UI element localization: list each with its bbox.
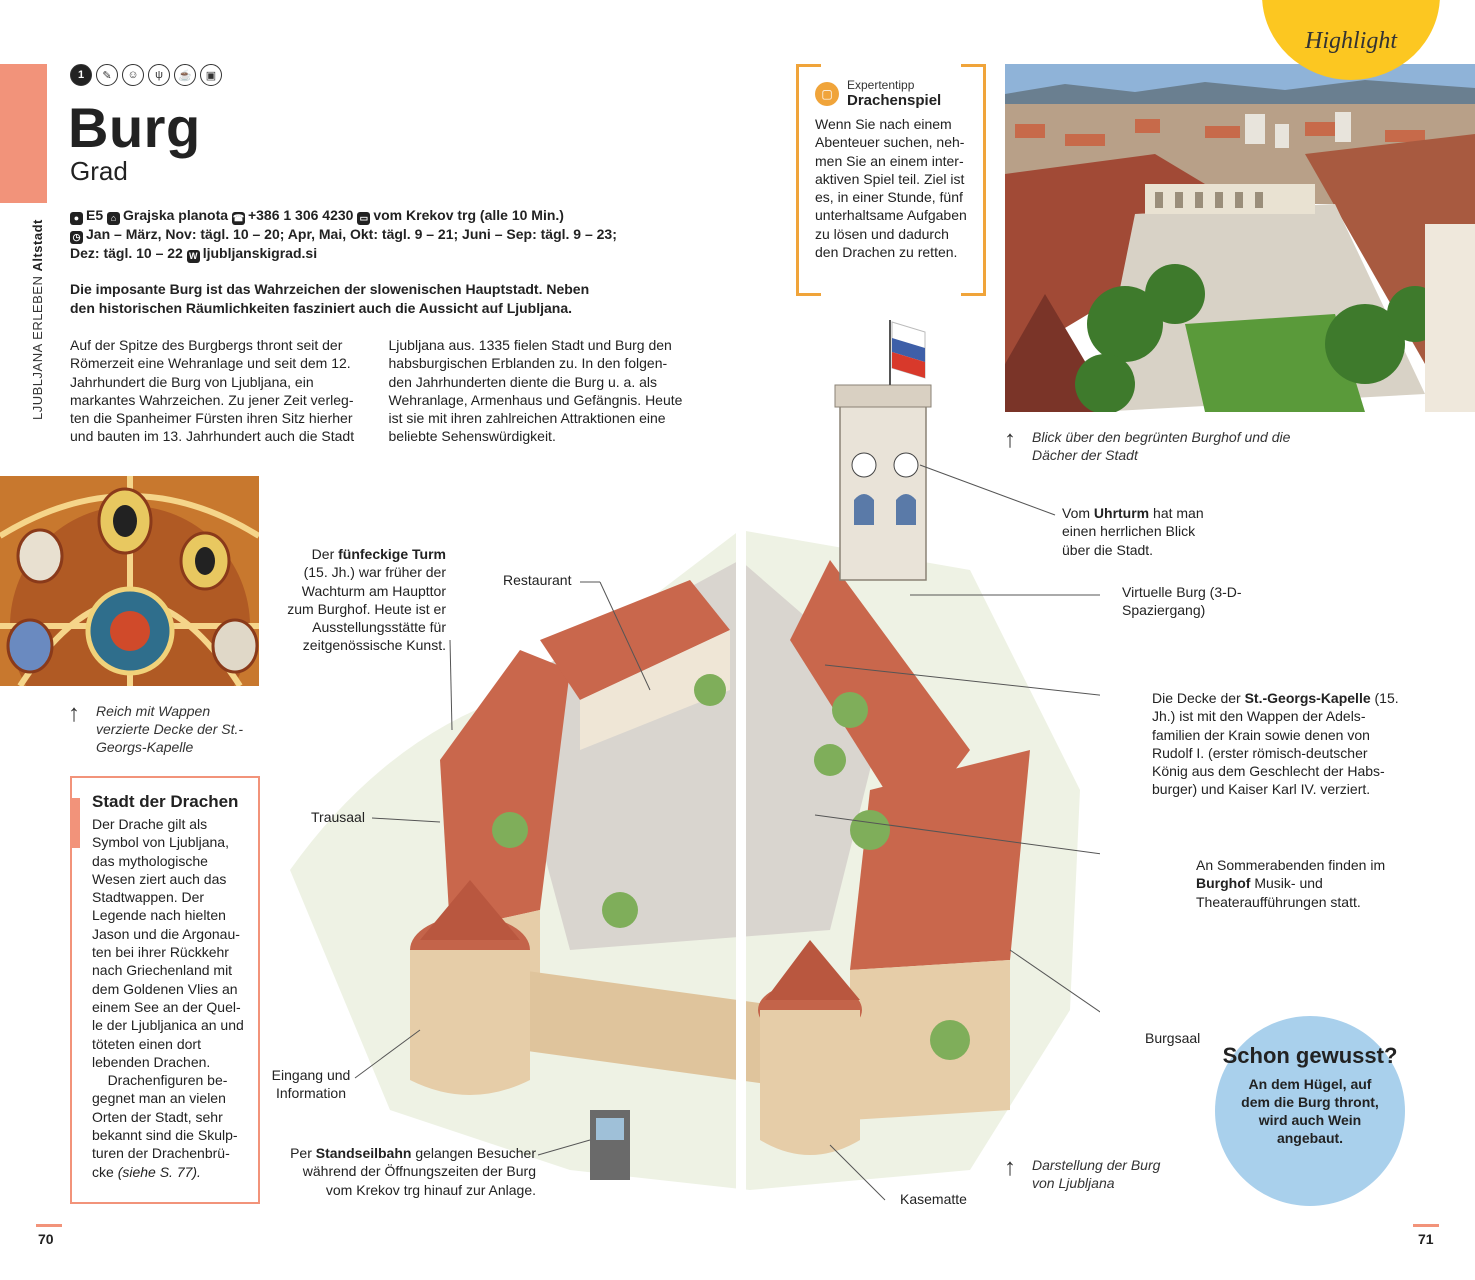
dragon-box	[70, 776, 260, 1204]
cafe-icon: ☕	[174, 64, 196, 86]
label-kasematte: Kasematte	[900, 1191, 967, 1207]
tip-title: Drachenspiel	[847, 92, 942, 109]
restaurant-icon: ψ	[148, 64, 170, 86]
shop-icon: ▣	[200, 64, 222, 86]
label-trausaal: Trausaal	[311, 809, 365, 825]
page-subtitle: Grad	[70, 156, 128, 186]
courtyard-caption: Blick über den begrünten Burghof und die Dächer der Stadt	[1032, 429, 1291, 463]
lead-paragraph: Die imposante Burg ist das Wahrzeichen der slowenischen Hauptstadt. Neben den historischen Räumlichkeiten fasziniert auch die Aussicht auf Ljubljana.	[70, 281, 590, 316]
label-tower: Der fünfeckige Turm (15. Jh.) war früher der Wachturm am Haupttor zum Burghof. Heute ist er Ausstellungsstätte für zeitgenössische Kunst.	[287, 546, 446, 654]
phone-icon: ☎	[232, 213, 245, 223]
highlight-label: Highlight	[1304, 28, 1397, 54]
section-tab	[0, 64, 47, 203]
page-number-right: 71	[1418, 1231, 1434, 1247]
illustration-caption: Darstellung der Burg von Ljubljana	[1032, 1157, 1161, 1191]
label-entrance: Eingang und Information	[271, 1067, 351, 1102]
website-link[interactable]: ljubljanskigrad.si	[202, 245, 318, 261]
label-funicular: Per Standseilbahn gelangen Besucher während der Öffnungszeiten der Burg vom Krekov trg hinauf zur Anlage.	[290, 1145, 536, 1198]
box-title: Stadt der Drachen	[92, 792, 239, 811]
label-chapel: Die Decke der St.-Georgs-Kapelle (15. Jh.) ist mit den Wappen der Adelsfamilien der Krain sowie denen von Rudolf I. (erster römisch-deutscher König aus dem Geschlecht der Habsburger) und Kaiser Karl IV. verziert.	[1152, 690, 1399, 798]
expert-tip-box	[796, 64, 986, 296]
label-virtual: Virtuelle Burg (3-D-Spaziergang)	[1122, 584, 1242, 619]
info-block: ● E5 ⌂ Grajska planota ☎ +386 1 306 4230 ▭ vom Krekov trg (alle 10 Min.) ◷ Jan – März, Nov: tägl. 10 – 20; Apr, Mai, Okt: tägl. 9 – 21; Juni – Sep: tägl. 9 – 23; Dez: tägl. 10 – 22 W ljubljanskigrad.si	[70, 207, 617, 261]
did-you-know-text: An dem Hügel, auf dem die Burg thront, wird auch Wein angebaut.	[1241, 1076, 1379, 1146]
up-arrow-icon: ↑	[1004, 426, 1016, 453]
up-arrow-icon: ↑	[1004, 1154, 1016, 1181]
clock-icon: ◷	[70, 231, 83, 244]
section-label: LJUBLJANA ERLEBEN Altstadt	[30, 219, 45, 420]
web-icon: W	[187, 250, 200, 263]
box-text: Der Drache gilt als Symbol von Ljubljana, das mythologische Wesen ziert auch das Stadtwappen. Der Legende nach hielten Jason und die Argonauten bei ihrer Rückkehr nach Griechenland mit dem Goldenen Vlies an einem See an der Quelle der Ljubljanica an und töteten einen dort lebenden Drachen. Drachenfiguren begegnet man an vielen Orten der Stadt, sehr bekannt sind die Skulpturen der Drachenbrücke (siehe S. 77).	[92, 816, 244, 1180]
label-restaurant: Restaurant	[503, 572, 572, 588]
number-one-icon: 1	[70, 64, 92, 86]
category-icons	[70, 64, 222, 86]
speech-bubble-icon: ▢	[815, 82, 839, 106]
map-pin-icon: ●	[70, 212, 83, 225]
label-burgsaal: Burgsaal	[1145, 1030, 1201, 1046]
up-arrow-icon: ↑	[68, 700, 80, 727]
child-icon: ☺	[122, 64, 144, 86]
page-number-rule	[1413, 1224, 1439, 1227]
label-courtyard: An Sommerabenden finden im Burghof Musik- und Theateraufführungen statt.	[1196, 857, 1386, 910]
castle-illustration	[270, 310, 1100, 1210]
did-you-know-title: Schon gewusst?	[1222, 1043, 1398, 1068]
body-text: Auf der Spitze des Burgbergs thront seit der Römerzeit eine Wehranlage und seit dem 12. Jahrhundert die Burg von Ljubljana, ein markantes Wahrzeichen. Zu jener Zeit verlegten die Spanheimer Fürsten ihren Sitz hierher und bauten im 13. Jahrhundert auch die Stadt Ljubljana aus. 1335 fielen Stadt und Burg den habsburgischen Erblanden zu. In den folgenden Jahrhunderten diente die Burg u. a. als Wehranlage, Armenhaus und Gefängnis. Heute ist sie mit ihren zahlreichen Attraktionen eine beliebte Sehenswürdigkeit.	[70, 337, 683, 445]
box-accent-bar	[72, 798, 80, 848]
page-title: Burg	[68, 96, 201, 159]
home-icon: ⌂	[107, 212, 120, 225]
label-clock-tower: Vom Uhrturm hat man einen herrlichen Blick über die Stadt.	[1062, 505, 1204, 558]
page-number-left: 70	[38, 1231, 54, 1247]
ceiling-caption: Reich mit Wappen verzierte Decke der St.-Georgs-Kapelle	[96, 703, 244, 755]
page-number-rule	[36, 1224, 62, 1227]
tip-kicker: Expertentipp	[847, 78, 915, 92]
did-you-know-bubble	[1215, 1016, 1405, 1206]
ticket-icon: ✎	[96, 64, 118, 86]
ceiling-photo	[0, 476, 259, 686]
bus-icon: ▭	[357, 212, 370, 225]
tip-text: Wenn Sie nach einem Abenteuer suchen, nehmen Sie an einem interaktiven Spiel teil. Ziel ist es, in einer Stunde, fünf unterhaltsame Aufgaben zu lösen und dadurch den Drachen zu retten.	[815, 116, 967, 261]
